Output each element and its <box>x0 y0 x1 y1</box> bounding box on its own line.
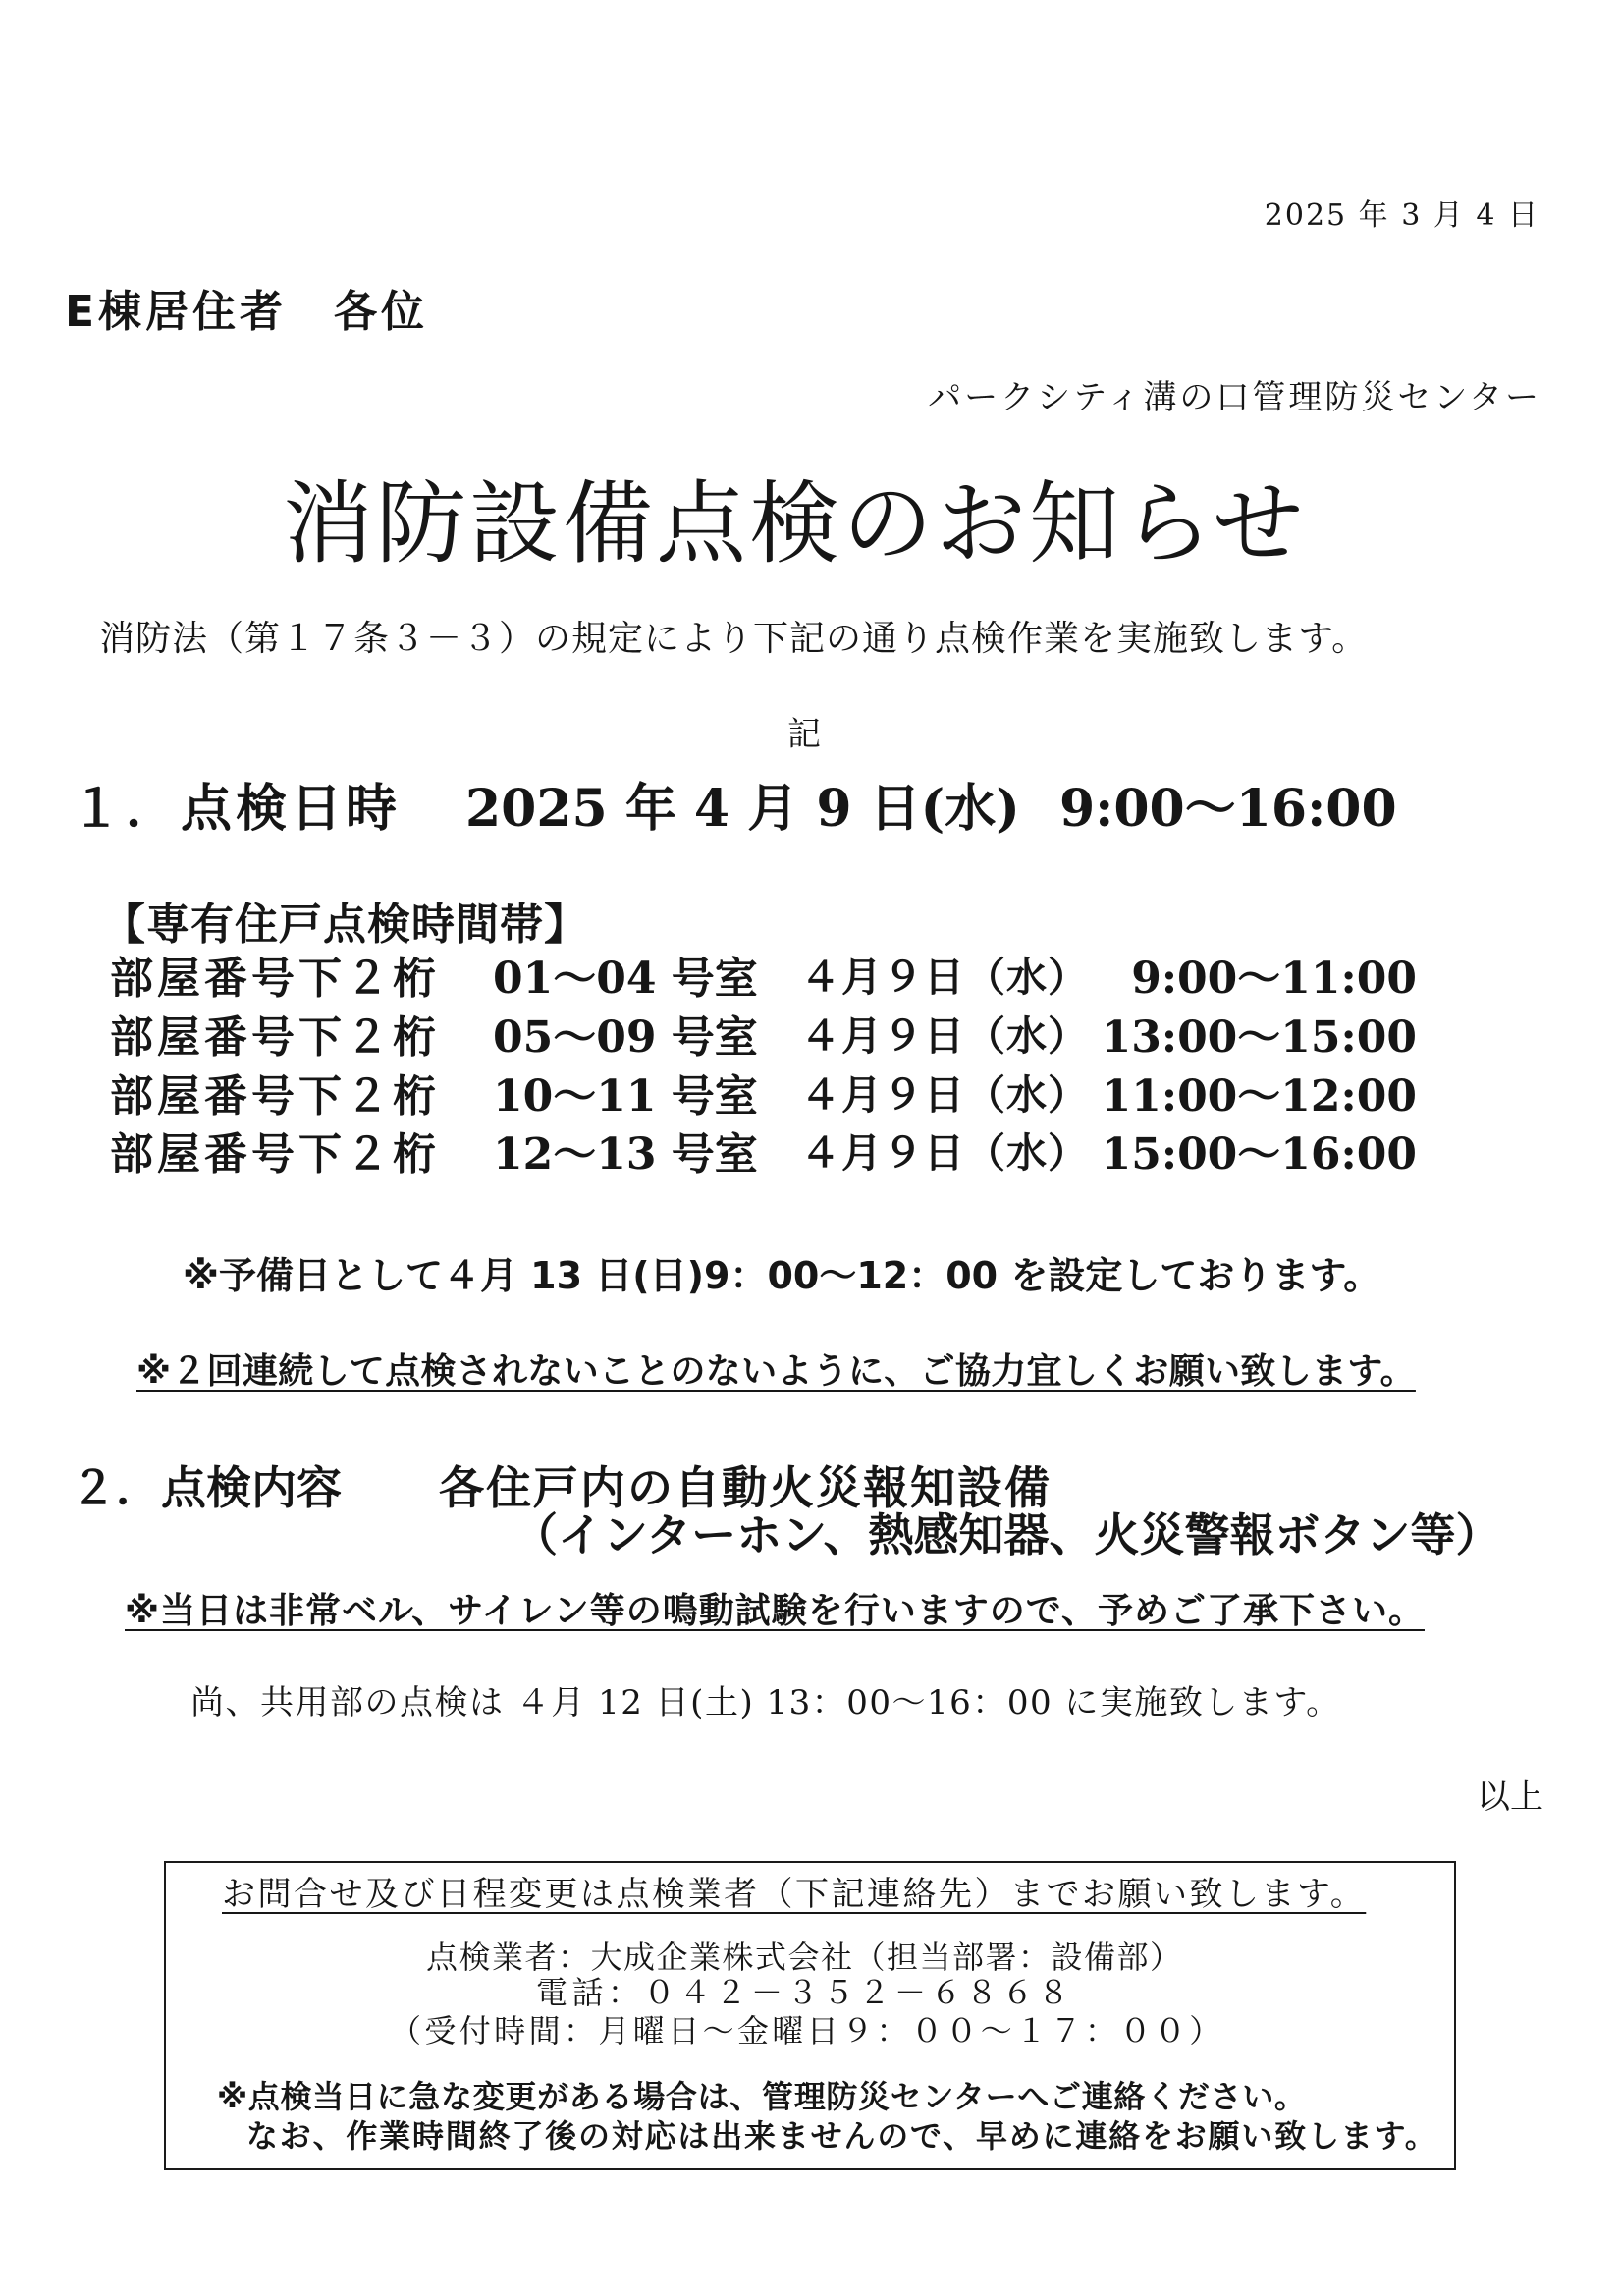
schedule-row-rooms: 01～04 号室 <box>493 954 758 1004</box>
schedule-row-label: 部屋番号下２桁 <box>110 954 440 1004</box>
section2-heading: ２．点検内容 <box>71 1461 342 1514</box>
vendor-name: 点検業者：大成企業株式会社（担当部署：設備部） <box>426 1939 1183 1976</box>
schedule-row-rooms: 10～11 号室 <box>493 1071 758 1121</box>
schedule-row-time: 9:00～11:00 <box>1131 954 1417 1004</box>
document-title: 消防設備点検のお知らせ <box>283 471 1307 576</box>
schedule-row-rooms: 05～09 号室 <box>493 1012 758 1063</box>
vendor-phone: 電話：０４２－３５２－６８６８ <box>536 1974 1074 2011</box>
closing-mark: 以上 <box>1477 1777 1543 1817</box>
addressee: E棟居住者 各位 <box>65 287 429 337</box>
ki-mark: 記 <box>787 715 821 754</box>
schedule-title: 【専有住戸点検時間帯】 <box>102 900 588 950</box>
schedule-row-time: 13:00～15:00 <box>1101 1012 1417 1063</box>
cooperation-request-note: ※２回連続して点検されないことのないように、ご協力宜しくお願い致します。 <box>136 1351 1416 1392</box>
alarm-test-note: ※当日は非常ベル、サイレン等の鳴動試験を行いますので、予めご了承下さい。 <box>125 1591 1425 1631</box>
common-area-note: 尚、共用部の点検は ４月 12 日(土) 13：00～16：00 に実施致します。 <box>190 1683 1341 1722</box>
inspection-time: 9:00～16:00 <box>1059 779 1397 839</box>
schedule-row-label: 部屋番号下２桁 <box>110 1012 440 1063</box>
schedule-row-rooms: 12～13 号室 <box>493 1129 758 1179</box>
urgent-change-note: ※点検当日に急な変更がある場合は、管理防災センターへご連絡ください。 <box>217 2078 1307 2115</box>
schedule-row-label: 部屋番号下２桁 <box>110 1071 440 1121</box>
schedule-row-label: 部屋番号下２桁 <box>110 1129 440 1179</box>
reserve-day-note: ※予備日として４月 13 日(日)9：00～12：00 を設定しております。 <box>183 1254 1381 1297</box>
intro-text: 消防法（第１７条３－３）の規定により下記の通り点検作業を実施致します。 <box>99 619 1369 659</box>
after-hours-note: なお、作業時間終了後の対応は出来ませんので、早めに連絡をお願い致します。 <box>246 2117 1438 2155</box>
schedule-row-time: 15:00～16:00 <box>1101 1129 1417 1179</box>
schedule-row-date: ４月９日（水） <box>800 1012 1089 1060</box>
inspection-content-line1: 各住戸内の自動火災報知設備 <box>439 1461 1052 1514</box>
reception-hours: （受付時間：月曜日～金曜日９：００～１７：００） <box>390 2012 1224 2050</box>
sender: パークシティ溝の口管理防災センター <box>928 378 1541 417</box>
section1-heading: １．点検日時 <box>71 779 402 839</box>
schedule-row-date: ４月９日（水） <box>800 1071 1089 1119</box>
contact-intro: お問合せ及び日程変更は点検業者（下記連絡先）までお願い致します。 <box>222 1875 1367 1914</box>
schedule-row-date: ４月９日（水） <box>800 954 1089 1001</box>
inspection-content-line2: （インターホン、熱感知器、火災警報ボタン等） <box>513 1508 1501 1561</box>
schedule-row-date: ４月９日（水） <box>800 1129 1089 1176</box>
inspection-date: 2025 年 4 月 9 日(水) <box>465 779 1020 839</box>
schedule-row-time: 11:00～12:00 <box>1101 1071 1417 1121</box>
contact-box <box>164 1861 1456 2170</box>
issue-date: 2025 年 3 月 4 日 <box>1264 198 1539 233</box>
